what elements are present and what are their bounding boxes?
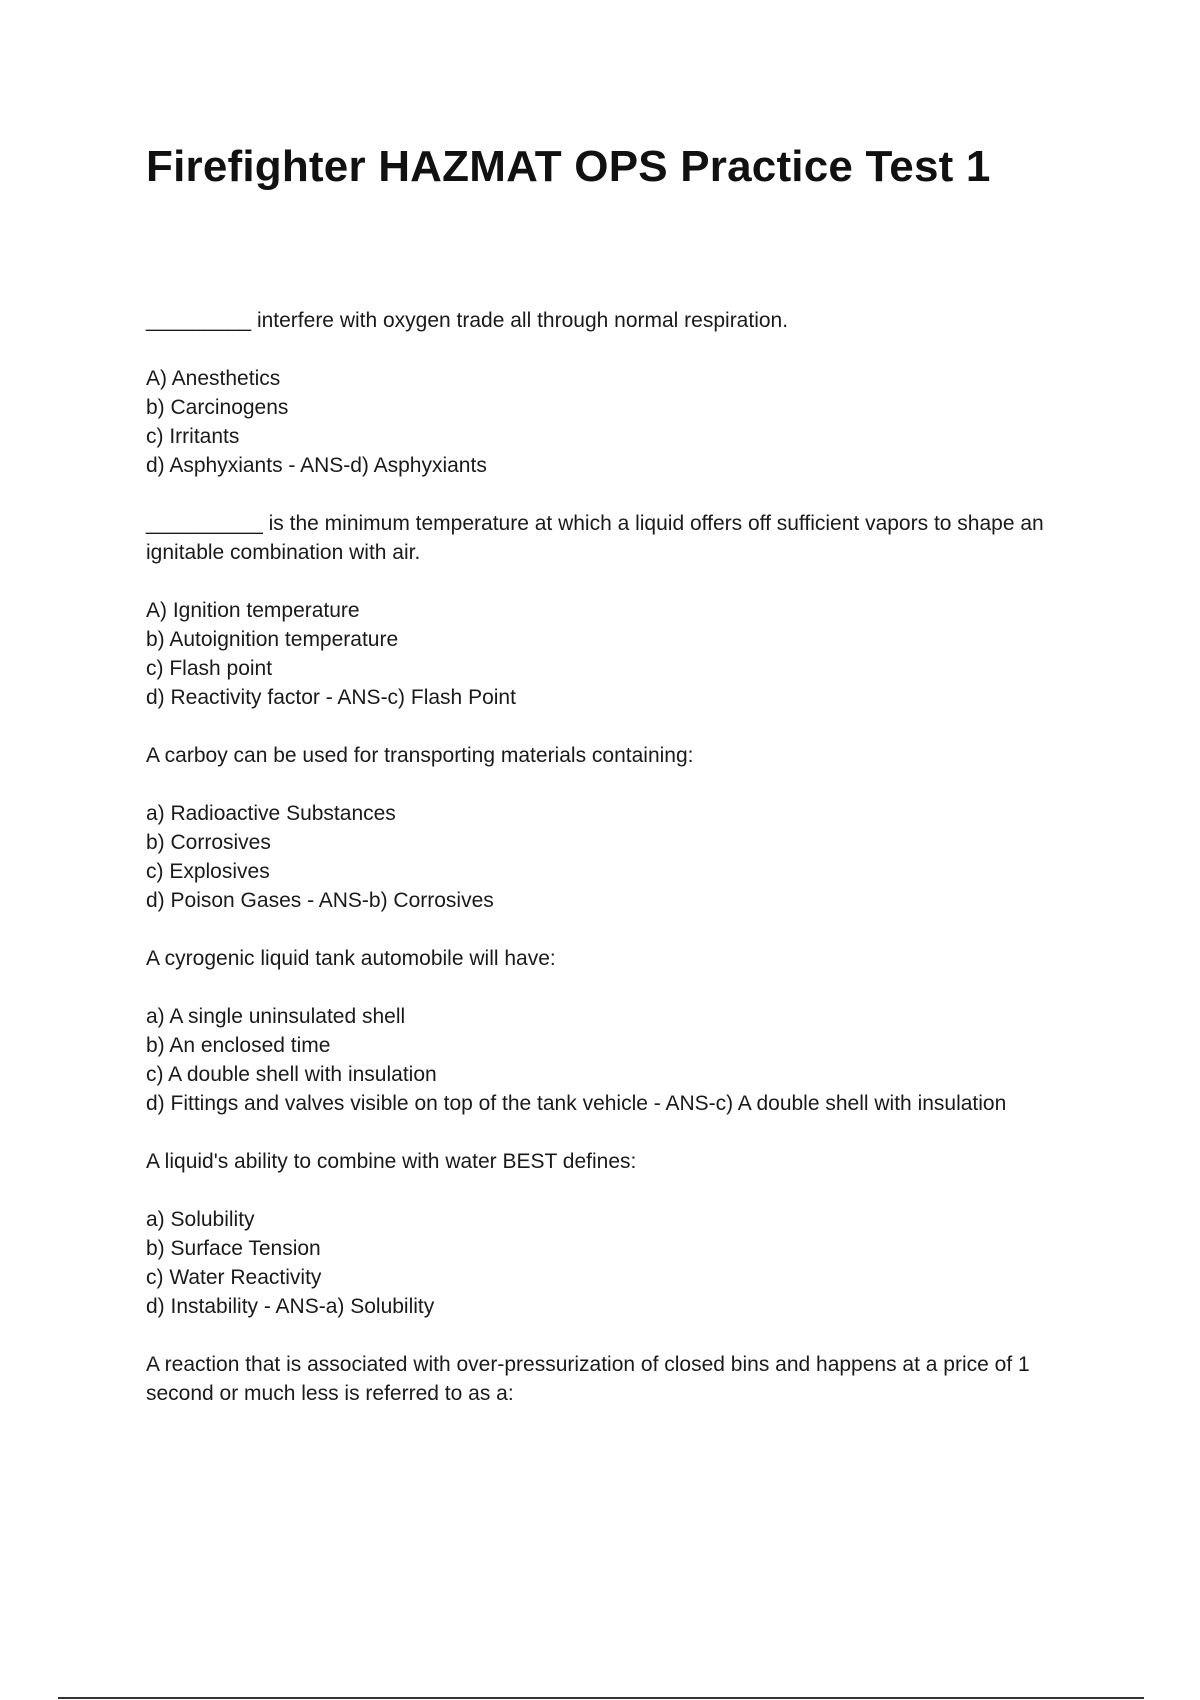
answer-option: d) Poison Gases - ANS-b) Corrosives [146,889,494,912]
answer-option: A) Anesthetics [146,367,281,390]
answer-option: c) Flash point [146,657,273,680]
question-4 [146,944,1091,1118]
answer-option: a) A single uninsulated shell [146,1005,406,1028]
answer-option: c) Irritants [146,425,240,448]
answer-options [146,799,1091,915]
answer-option: d) Asphyxiants - ANS-d) Asphyxiants [146,454,487,477]
answer-options [146,1002,1091,1118]
question-stem: A cyrogenic liquid tank automobile will have: [146,947,556,970]
answer-options [146,1205,1091,1321]
answer-options [146,596,1091,712]
answer-option: b) Surface Tension [146,1237,321,1260]
answer-option: b) Corrosives [146,831,271,854]
answer-option: c) A double shell with insulation [146,1063,437,1086]
question-3 [146,741,1091,915]
question-stem: A reaction that is associated with over-pressurization of closed bins and happens at a price of 1 second or much less is referred to as a: [146,1353,1030,1405]
question-list [146,306,1091,1437]
answer-option: b) An enclosed time [146,1034,331,1057]
question-stem: A liquid's ability to combine with water BEST defines: [146,1150,637,1173]
footer-divider [58,1697,1144,1699]
question-6 [146,1350,1091,1408]
question-5 [146,1147,1091,1321]
answer-option: c) Water Reactivity [146,1266,322,1289]
answer-options [146,364,1091,480]
answer-option: d) Fittings and valves visible on top of the tank vehicle - ANS-c) A double shell with insulation [146,1092,1007,1115]
answer-option: d) Instability - ANS-a) Solubility [146,1295,435,1318]
question-stem: _________ interfere with oxygen trade all through normal respiration. [146,309,789,332]
question-stem: __________ is the minimum temperature at which a liquid offers off sufficient vapors to shape an ignitable combination with air. [146,512,1044,564]
answer-option: a) Solubility [146,1208,255,1231]
answer-option: A) Ignition temperature [146,599,360,622]
answer-option: c) Explosives [146,860,270,883]
answer-option: a) Radioactive Substances [146,802,396,825]
page-title: Firefighter HAZMAT OPS Practice Test 1 [146,142,991,191]
answer-option: d) Reactivity factor - ANS-c) Flash Point [146,686,516,709]
question-stem: A carboy can be used for transporting materials containing: [146,744,694,767]
question-1 [146,306,1091,480]
answer-option: b) Autoignition temperature [146,628,399,651]
answer-option: b) Carcinogens [146,396,289,419]
question-2 [146,509,1091,712]
